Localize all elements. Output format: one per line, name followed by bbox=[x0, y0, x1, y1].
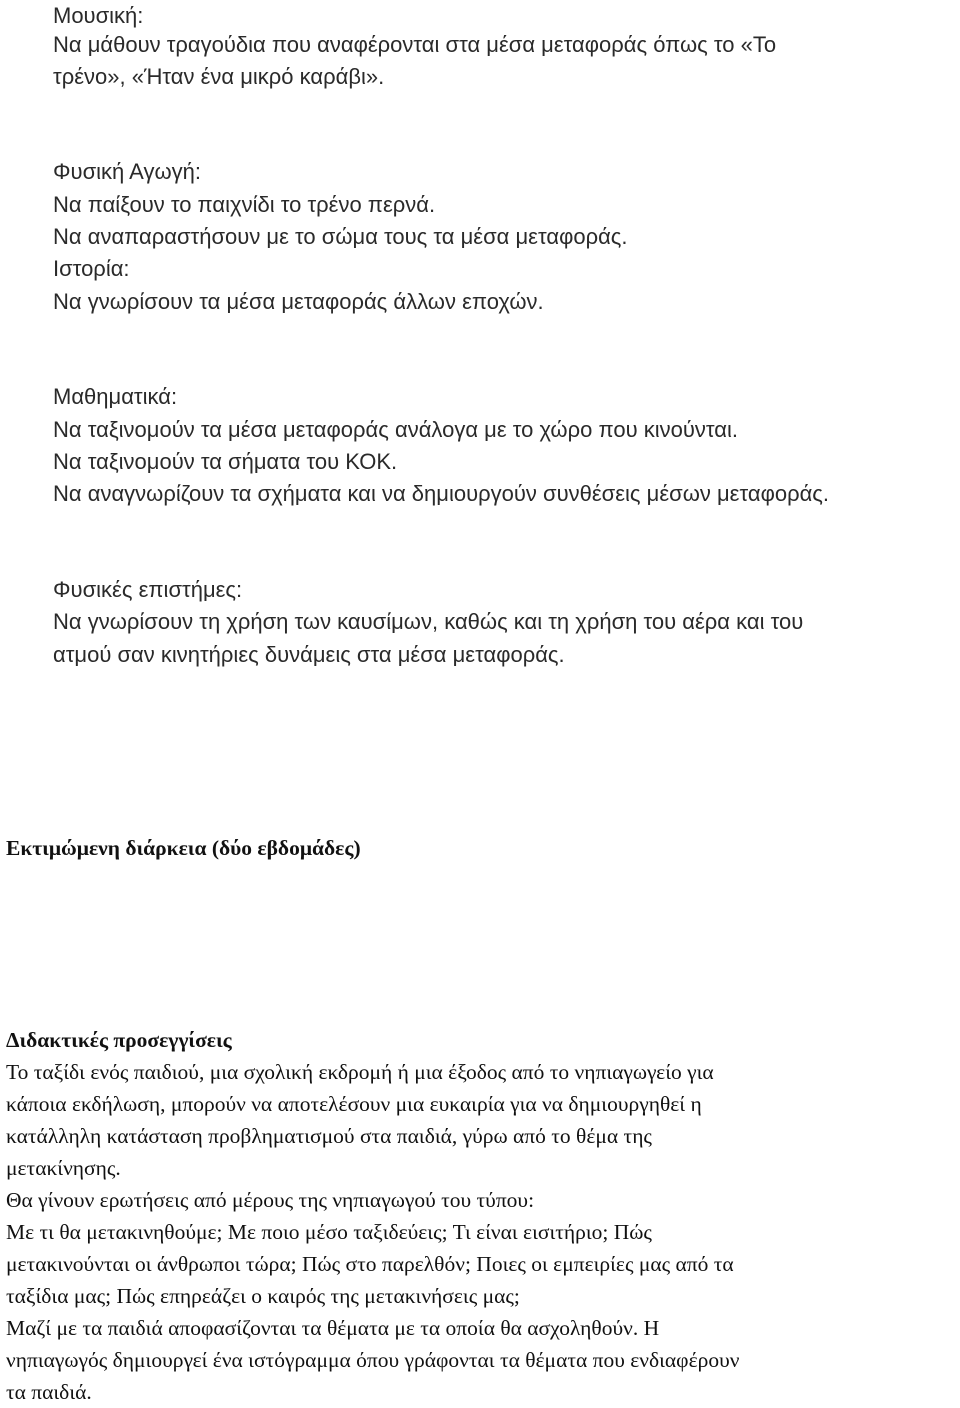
approaches-line: μετακίνησης. bbox=[6, 1156, 121, 1180]
approaches-line: Το ταξίδι ενός παιδιού, μια σχολική εκδρομή ή μια έξοδος από το νηπιαγωγείο για bbox=[6, 1060, 714, 1084]
approaches-line: Θα γίνουν ερωτήσεις από μέρους της νηπιαγωγού του τύπου: bbox=[6, 1188, 535, 1212]
math-line: Να ταξινομούν τα σήματα του ΚΟΚ. bbox=[53, 449, 398, 474]
physical-education-line: Να αναπαραστήσουν με το σώμα τους τα μέσα μεταφοράς. bbox=[53, 224, 628, 249]
history-heading: Ιστορία: bbox=[53, 256, 130, 281]
approaches-line: κάποια εκδήλωση, μπορούν να αποτελέσουν μια ευκαιρία για να δημιουργηθεί η bbox=[6, 1092, 702, 1116]
approaches-heading: Διδακτικές προσεγγίσεις bbox=[6, 1028, 232, 1052]
music-line: Να μάθουν τραγούδια που αναφέρονται στα μέσα μεταφοράς όπως το «Το bbox=[53, 32, 777, 57]
physical-education-heading: Φυσική Αγωγή: bbox=[53, 159, 201, 184]
approaches-line: Με τι θα μετακινηθούμε; Με ποιο μέσο ταξιδεύεις; Τι είναι εισιτήριο; Πώς bbox=[6, 1220, 652, 1244]
approaches-line: νηπιαγωγός δημιουργεί ένα ιστόγραμμα όπου γράφονται τα θέματα που ενδιαφέρουν bbox=[6, 1348, 740, 1372]
approaches-line: κατάλληλη κατάσταση προβληματισμού στα παιδιά, γύρω από το θέμα της bbox=[6, 1124, 652, 1148]
physical-education-line: Να παίξουν το παιχνίδι το τρένο περνά. bbox=[53, 192, 436, 217]
duration-heading: Εκτιμώμενη διάρκεια (δύο εβδομάδες) bbox=[6, 836, 361, 860]
science-line: ατμού σαν κινητήριες δυνάμεις στα μέσα μεταφοράς. bbox=[53, 642, 565, 667]
history-line: Να γνωρίσουν τα μέσα μεταφοράς άλλων εποχών. bbox=[53, 289, 544, 314]
music-heading: Μουσική: bbox=[53, 3, 144, 28]
approaches-line: τα παιδιά. bbox=[6, 1380, 92, 1404]
science-line: Να γνωρίσουν τη χρήση των καυσίμων, καθώς και τη χρήση του αέρα και του bbox=[53, 609, 804, 634]
music-line: τρένο», «Ήταν ένα μικρό καράβι». bbox=[53, 64, 385, 89]
approaches-line: ταξίδια μας; Πώς επηρεάζει ο καιρός της μετακινήσεις μας; bbox=[6, 1284, 520, 1308]
math-line: Να ταξινομούν τα μέσα μεταφοράς ανάλογα με το χώρο που κινούνται. bbox=[53, 417, 738, 442]
math-line: Να αναγνωρίζουν τα σχήματα και να δημιουργούν συνθέσεις μέσων μεταφοράς. bbox=[53, 481, 830, 506]
approaches-line: Μαζί με τα παιδιά αποφασίζονται τα θέματα με τα οποία θα ασχοληθούν. Η bbox=[6, 1316, 660, 1340]
approaches-line: μετακινούνται οι άνθρωποι τώρα; Πώς στο παρελθόν; Ποιες οι εμπειρίες μας από τα bbox=[6, 1252, 734, 1276]
science-heading: Φυσικές επιστήμες: bbox=[53, 577, 243, 602]
math-heading: Μαθηματικά: bbox=[53, 384, 178, 409]
